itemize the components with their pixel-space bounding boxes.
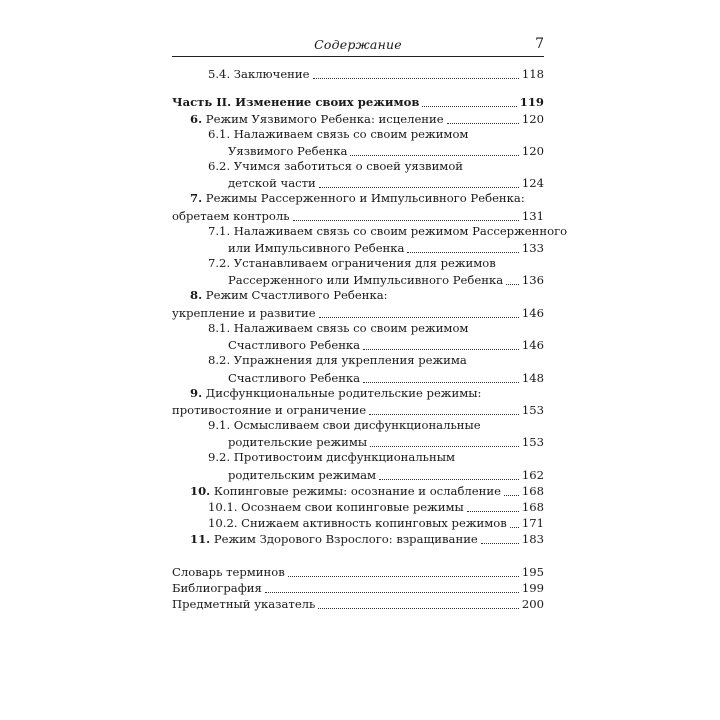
toc-entry-title: Словарь терминов <box>172 564 285 579</box>
dot-leader <box>293 219 519 221</box>
toc-entry-page: 133 <box>521 241 544 256</box>
toc-chapter-7-line1[interactable] <box>172 191 544 207</box>
toc-entry-6-1[interactable] <box>172 143 544 159</box>
toc-entry-title: родительские режимы <box>228 435 368 450</box>
toc-entry-page: 199 <box>521 580 544 595</box>
toc-subject-index[interactable] <box>172 596 544 612</box>
toc-entry-9-2[interactable] <box>172 467 544 483</box>
dot-leader <box>422 105 516 107</box>
dot-leader <box>265 591 519 593</box>
toc-chapter-9[interactable] <box>172 402 544 418</box>
toc-entry-title: Библиография <box>172 580 262 595</box>
toc-entry-page: 119 <box>519 95 544 110</box>
header-rule <box>172 56 544 57</box>
table-of-contents <box>172 66 568 612</box>
toc-entry-9-2-line1[interactable]: 9.2. Противостоим дисфункциональным <box>208 450 455 465</box>
toc-entry-10-2[interactable] <box>172 515 544 531</box>
toc-entry-title: противостояние и ограничение <box>172 402 367 417</box>
spacer <box>172 82 544 94</box>
dot-leader <box>510 526 519 528</box>
toc-entry-6-2-line1[interactable]: 6.2. Учимся заботиться о своей уязвимой <box>208 158 464 173</box>
toc-entry-page: 162 <box>521 467 544 482</box>
toc-entry-page: 148 <box>521 370 544 385</box>
toc-entry-7-1-line1[interactable]: 7.1. Налаживаем связь со своим режимом Рассерженного <box>208 223 568 238</box>
toc-entry-title: Режим Здорового Взрослого: взращивание <box>210 532 478 547</box>
toc-chapter-10[interactable] <box>172 483 544 499</box>
dot-leader <box>506 283 519 285</box>
toc-entry-page: 195 <box>521 564 544 579</box>
toc-entry-page: 136 <box>521 273 544 288</box>
toc-entry-page: 168 <box>521 500 544 515</box>
chapter-number: 9. <box>190 385 203 400</box>
toc-entry-title: Дисфункциональные родительские режимы: <box>202 385 482 400</box>
toc-entry-page: 146 <box>521 338 544 353</box>
dot-leader <box>363 348 519 350</box>
running-title: Содержание <box>314 37 402 52</box>
running-header <box>172 36 544 56</box>
toc-entry-page: 200 <box>521 597 544 611</box>
toc-entry-8-2[interactable] <box>172 369 544 385</box>
dot-leader <box>407 251 518 253</box>
chapter-number: 10. <box>190 483 211 498</box>
toc-entry-title: Счастливого Ребенка <box>228 338 361 353</box>
chapter-number: 11. <box>190 532 211 547</box>
toc-entry-page: 168 <box>521 483 544 498</box>
toc-entry-page: 118 <box>521 67 544 82</box>
toc-entry-title: или Импульсивного Ребенка <box>228 241 405 256</box>
toc-entry-title: Рассерженного или Импульсивного Ребенка <box>228 273 504 288</box>
chapter-number: 7. <box>190 191 203 206</box>
dot-leader <box>319 186 519 188</box>
toc-entry-page: 120 <box>521 111 544 126</box>
dot-leader <box>313 77 519 79</box>
toc-entry-title: Счастливого Ребенка <box>228 370 361 385</box>
toc-entry-9-1[interactable] <box>172 434 544 450</box>
toc-entry-page: 153 <box>521 402 544 417</box>
toc-entry-7-2-line1[interactable]: 7.2. Устанавливаем ограничения для режимов <box>208 256 496 271</box>
toc-part-2[interactable] <box>172 94 544 110</box>
toc-entry-6-2[interactable] <box>172 175 544 191</box>
toc-entry-page: 153 <box>521 435 544 450</box>
toc-entry-6-1-line1[interactable]: 6.1. Налаживаем связь со своим режимом <box>208 126 469 141</box>
toc-chapter-9-line1[interactable] <box>172 386 544 402</box>
toc-entry-title: 5.4. Заключение <box>208 67 310 82</box>
toc-entry-8-1-line1[interactable]: 8.1. Налаживаем связь со своим режимом <box>208 320 469 335</box>
toc-entry-title: Режим Уязвимого Ребенка: исцеление <box>202 111 444 126</box>
toc-entry-title: Режимы Рассерженного и Импульсивного Ребенка: <box>202 191 525 206</box>
toc-entry-page: 131 <box>521 208 544 223</box>
toc-chapter-6[interactable] <box>172 110 544 126</box>
spacer <box>172 547 544 563</box>
toc-entry-page: 120 <box>521 143 544 158</box>
page-number: 7 <box>535 36 544 52</box>
dot-leader <box>363 381 519 383</box>
toc-entry-page: 183 <box>521 532 544 547</box>
dot-leader <box>370 445 519 447</box>
dot-leader <box>467 510 519 512</box>
dot-leader <box>481 542 519 544</box>
dot-leader <box>369 413 519 415</box>
toc-entry-title: детской части <box>228 176 316 191</box>
toc-entry-7-2[interactable] <box>172 272 544 288</box>
dot-leader <box>350 154 518 156</box>
toc-entry-title: родительским режимам <box>228 467 377 482</box>
toc-entry-title: обретаем контроль <box>172 208 290 223</box>
toc-entry-8-2-line1[interactable]: 8.2. Упражнения для укрепления режима <box>208 353 467 368</box>
toc-entry-title: Часть II. Изменение своих режимов <box>172 95 420 110</box>
toc-entry-5-4[interactable] <box>172 66 544 82</box>
toc-chapter-8[interactable] <box>172 305 544 321</box>
toc-chapter-11[interactable] <box>172 531 544 547</box>
toc-chapter-7[interactable] <box>172 208 544 224</box>
toc-glossary[interactable] <box>172 563 544 579</box>
chapter-number: 8. <box>190 288 203 303</box>
dot-leader <box>288 575 519 577</box>
toc-entry-7-1[interactable] <box>172 240 544 256</box>
dot-leader <box>379 478 519 480</box>
toc-entry-10-1[interactable] <box>172 499 544 515</box>
toc-entry-8-1[interactable] <box>172 337 544 353</box>
dot-leader <box>319 316 519 318</box>
toc-entry-title: 10.2. Снижаем активность копинговых режимов <box>208 516 507 531</box>
toc-entry-page: 146 <box>521 305 544 320</box>
toc-entry-page: 124 <box>521 176 544 191</box>
toc-entry-page: 171 <box>521 516 544 531</box>
toc-entry-title: 10.1. Осознаем свои копинговые режимы <box>208 500 464 515</box>
dot-leader <box>447 122 519 124</box>
toc-bibliography[interactable] <box>172 580 544 596</box>
toc-entry-9-1-line1[interactable]: 9.1. Осмысливаем свои дисфункциональные <box>208 417 481 432</box>
chapter-number: 6. <box>190 111 203 126</box>
toc-chapter-8-line1[interactable] <box>172 288 544 304</box>
toc-entry-title: Режим Счастливого Ребенка: <box>202 288 388 303</box>
toc-entry-title: Предметный указатель <box>172 597 316 611</box>
toc-entry-title: укрепление и развитие <box>172 305 316 320</box>
toc-entry-title: Уязвимого Ребенка <box>228 143 348 158</box>
toc-entry-title: Копинговые режимы: осознание и ослабление <box>210 483 501 498</box>
dot-leader <box>318 607 518 609</box>
dot-leader <box>504 494 519 496</box>
